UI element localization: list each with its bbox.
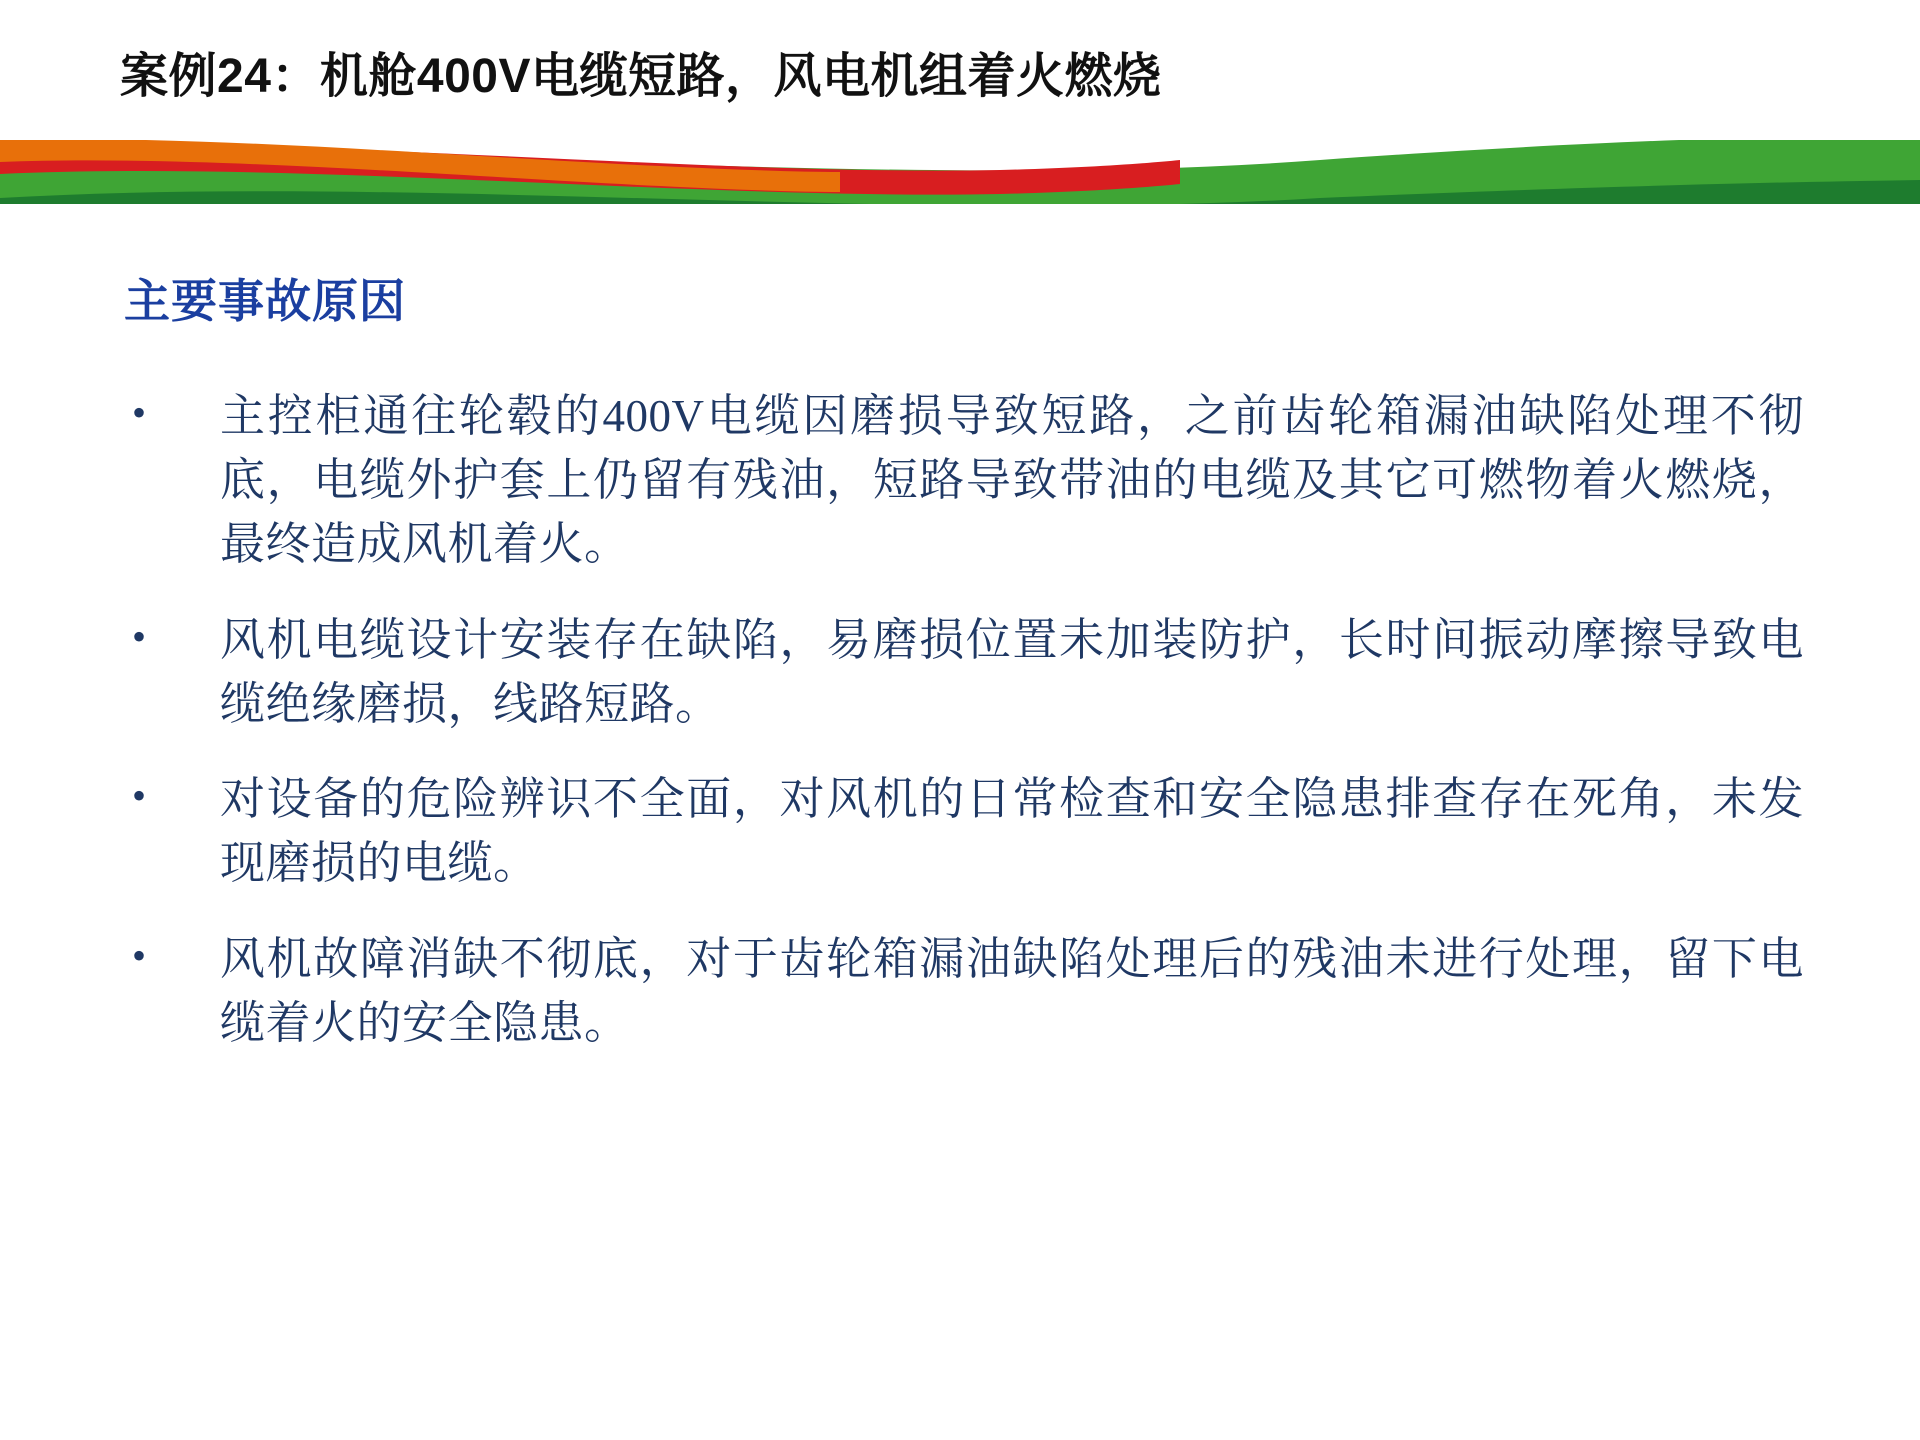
bullet-list	[124, 385, 1804, 1088]
bullet-dot-icon: •	[132, 613, 147, 659]
decorative-color-band	[0, 140, 1920, 210]
list-item	[124, 768, 1804, 896]
list-item-text: 主控柜通往轮毂的400V电缆因磨损导致短路，之前齿轮箱漏油缺陷处理不彻底，电缆外护套上仍留有残油，短路导致带油的电缆及其它可燃物着火燃烧，最终造成风机着火。	[220, 391, 1804, 569]
section-heading: 主要事故原因	[124, 275, 406, 327]
list-item	[124, 609, 1804, 737]
page-title: 案例24：机舱400V电缆短路，风电机组着火燃烧	[120, 50, 1162, 103]
bullet-dot-icon: •	[132, 933, 147, 979]
list-item-text: 对设备的危险辨识不全面，对风机的日常检查和安全隐患排查存在死角，未发现磨损的电缆。	[220, 774, 1804, 889]
list-item	[124, 385, 1804, 577]
list-item-text: 风机电缆设计安装存在缺陷，易磨损位置未加装防护，长时间振动摩擦导致电缆绝缘磨损，线路短路。	[220, 614, 1804, 729]
list-item-text: 风机故障消缺不彻底，对于齿轮箱漏油缺陷处理后的残油未进行处理，留下电缆着火的安全隐患。	[220, 934, 1804, 1049]
list-item	[124, 928, 1804, 1056]
bullet-dot-icon: •	[132, 773, 147, 819]
bullet-dot-icon: •	[132, 390, 147, 435]
